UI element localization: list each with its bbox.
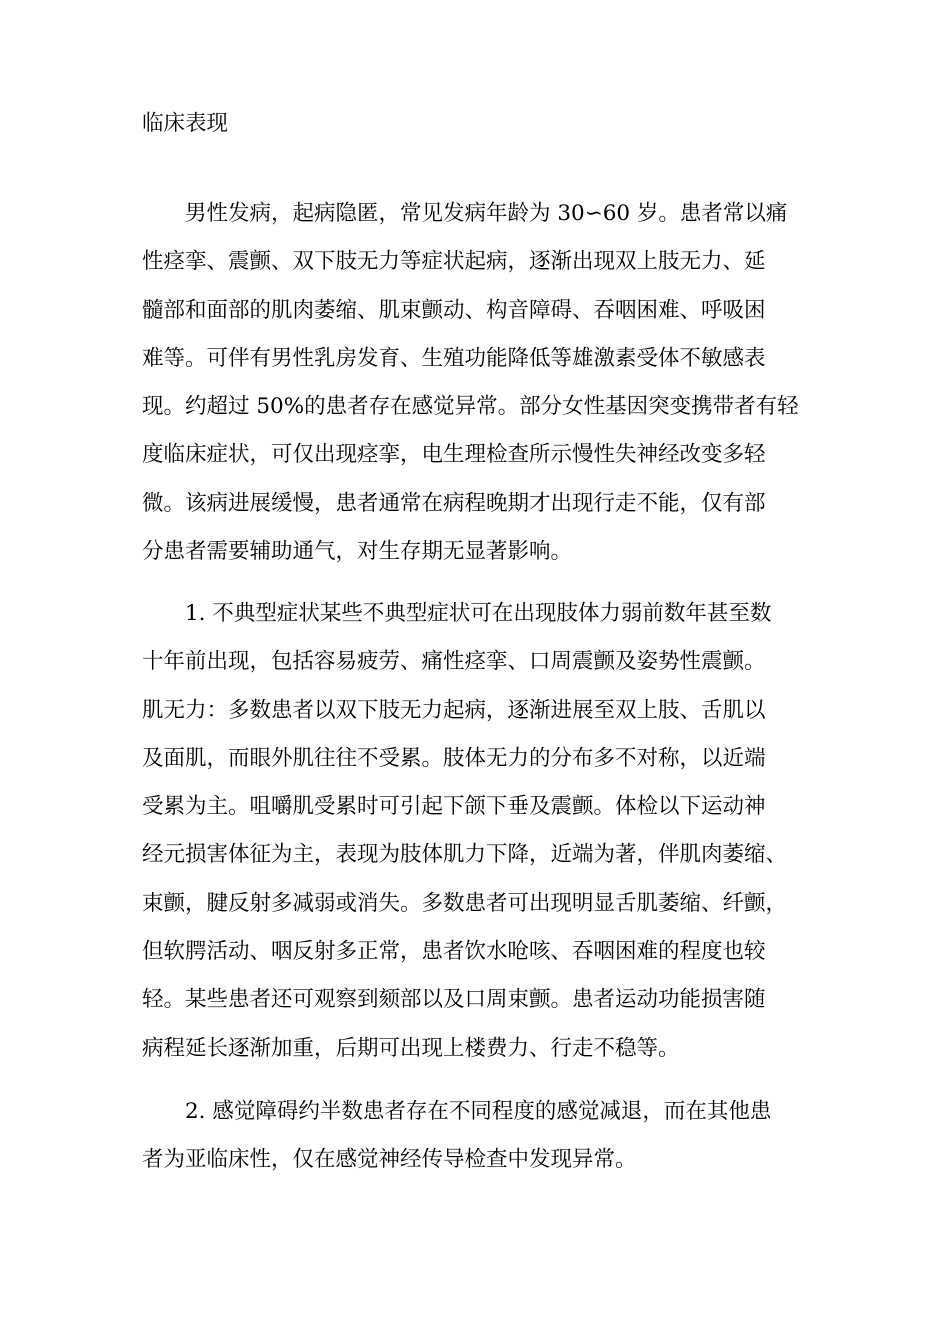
- text-line: 性痉挛、震颤、双下肢无力等症状起病，逐渐出现双上肢无力、延: [142, 249, 766, 275]
- paragraph-sensory-disorder: [142, 1088, 810, 1185]
- paragraph-atypical-symptoms: [142, 590, 810, 1073]
- text-line: 者为亚临床性，仅在感觉神经传导检查中发现异常。: [142, 1147, 637, 1173]
- text-line: 受累为主。咀嚼肌受累时可引起下颌下垂及震颤。体检以下运动神: [142, 794, 766, 820]
- text-line: 1. 不典型症状某些不典型症状可在出现肢体力弱前数年甚至数: [185, 601, 772, 626]
- text-line: 及面肌，而眼外肌往往不受累。肢体无力的分布多不对称，以近端: [142, 745, 766, 771]
- text-line: 微。该病进展缓慢，患者通常在病程晚期才出现行走不能，仅有部: [142, 490, 766, 516]
- text-line: 2. 感觉障碍约半数患者存在不同程度的感觉减退，而在其他患: [185, 1099, 772, 1124]
- text-line: 度临床症状，可仅出现痉挛，电生理检查所示慢性失神经改变多轻: [142, 442, 766, 468]
- text-line: 病程延长逐渐加重，后期可出现上楼费力、行走不稳等。: [142, 1035, 680, 1061]
- text-line: 经元损害体征为主，表现为肢体肌力下降，近端为著，伴肌肉萎缩、: [142, 842, 788, 868]
- text-line: 现。约超过 50%的患者存在感觉异常。部分女性基因突变携带者有轻: [142, 394, 799, 420]
- text-line: 分患者需要辅助通气，对生存期无显著影响。: [142, 539, 573, 565]
- text-line: 束颤，腱反射多减弱或消失。多数患者可出现明显舌肌萎缩、纤颤，: [142, 890, 788, 916]
- text-line: 肌无力：多数患者以双下肢无力起病，逐渐进展至双上肢、舌肌以: [142, 697, 766, 723]
- text-line: 轻。某些患者还可观察到颏部以及口周束颤。患者运动功能损害随: [142, 987, 766, 1013]
- paragraph-overview: [142, 190, 810, 576]
- text-line: 十年前出现，包括容易疲劳、痛性痉挛、口周震颤及姿势性震颤。: [142, 649, 766, 675]
- text-line: 难等。可伴有男性乳房发育、生殖功能降低等雄激素受体不敏感表: [142, 345, 766, 371]
- text-line: 男性发病，起病隐匿，常见发病年龄为 30∽60 岁。患者常以痛: [185, 201, 788, 226]
- text-line: 但软腭活动、咽反射多正常，患者饮水呛咳、吞咽困难的程度也较: [142, 939, 766, 965]
- text-line: 髓部和面部的肌肉萎缩、肌束颤动、构音障碍、吞咽困难、呼吸困: [142, 297, 766, 323]
- document-title: 临床表现: [142, 111, 229, 136]
